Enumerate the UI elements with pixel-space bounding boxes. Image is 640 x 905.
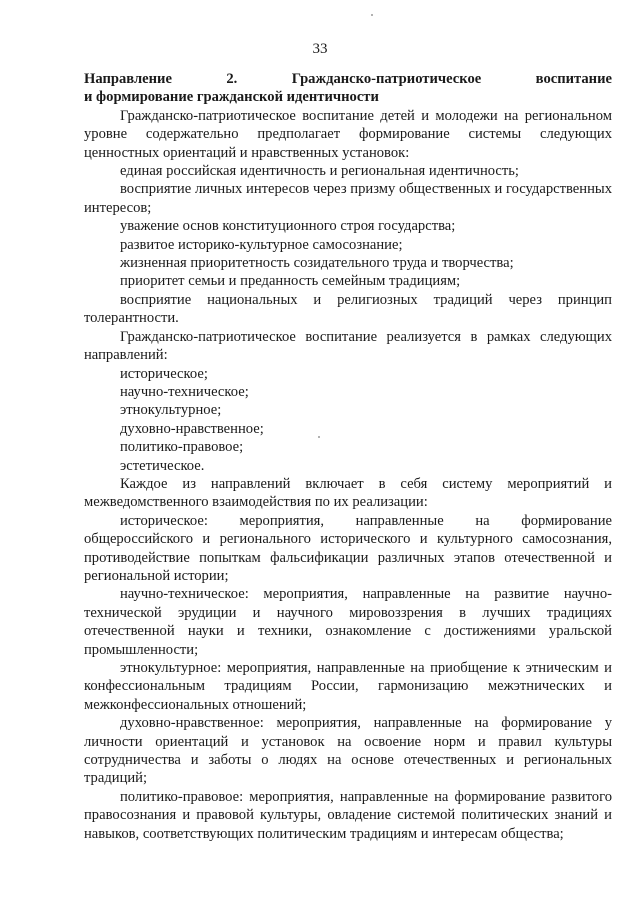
heading-word: воспитание [535,71,612,87]
page-number: 33 [312,41,328,57]
heading-line-2: и формирование гражданской идентичности [84,89,379,106]
direction-description: политико-правовое: мероприятия, направленные на формирование развитого правосознания и правовой культуры, овладение системой политических знаний и навыков, соответствующих политическим традициям и интересам общества; [84,788,612,842]
directions-list-item: научно-техническое; [120,383,249,400]
values-list-item: жизненная приоритетность созидательного труда и творчества; [120,255,514,272]
scan-speck [371,14,373,16]
values-list-item: восприятие национальных и религиозных традиций через принцип толерантности. [84,291,612,327]
directions-list-item: политико-правовое; [120,439,244,456]
directions-list-item: духовно-нравственное; [120,420,264,437]
document-body [84,70,612,843]
section-heading [84,70,612,107]
heading-word: Направление [84,71,172,87]
system-intro-paragraph: Каждое из направлений включает в себя систему мероприятий и межведомственного взаимодействия по их реализации: [84,475,612,511]
direction-description: этнокультурное: мероприятия, направленные на приобщение к этническим и конфессиональным традициям России, гармонизацию межэтнических и межконфессиональных отношений; [84,660,612,713]
values-list-item: приоритет семьи и преданность семейным традициям; [120,273,461,290]
heading-word: Гражданско-патриотическое [291,71,482,87]
direction-description: научно-техническое: мероприятия, направленные на развитие научно-технической эрудиции и научного мировоззрения в лучших традициях отечественной науки и техники, ознакомление с достижениями уральской промышленности; [84,586,612,658]
directions-list-item: историческое; [120,365,208,382]
values-list-item: уважение основ конституционного строя государства; [120,218,456,235]
values-list-item: развитое историко-культурное самосознание; [120,236,403,253]
directions-list-item: этнокультурное; [120,402,222,419]
directions-list-item: эстетическое. [120,457,205,474]
values-list-item: единая российская идентичность и региональная идентичность; [120,163,519,180]
values-list-item: восприятие личных интересов через призму общественных и государственных интересов; [84,181,612,216]
direction-description: духовно-нравственное: мероприятия, направленные на формирование у личности ориентаций и установок на освоение норм и правил культуры сотрудничества и заботы о людях на основе отечественных и региональных традиций; [84,715,612,787]
directions-intro-paragraph: Гражданско-патриотическое воспитание реализуется в рамках следующих направлений: [84,328,612,364]
intro-paragraph: Гражданско-патриотическое воспитание детей и молодежи на региональном уровне содержательно предполагает формирование системы следующих ценностных ориентаций и нравственных установок: [84,107,612,161]
direction-description: историческое: мероприятия, направленные на формирование общероссийского и регионального исторического и культурного самосознания, противодействие попыткам фальсификации различных этапов отечественной и региональной истории; [84,512,612,584]
heading-word: 2. [226,71,238,87]
heading-line-1 [84,70,612,88]
